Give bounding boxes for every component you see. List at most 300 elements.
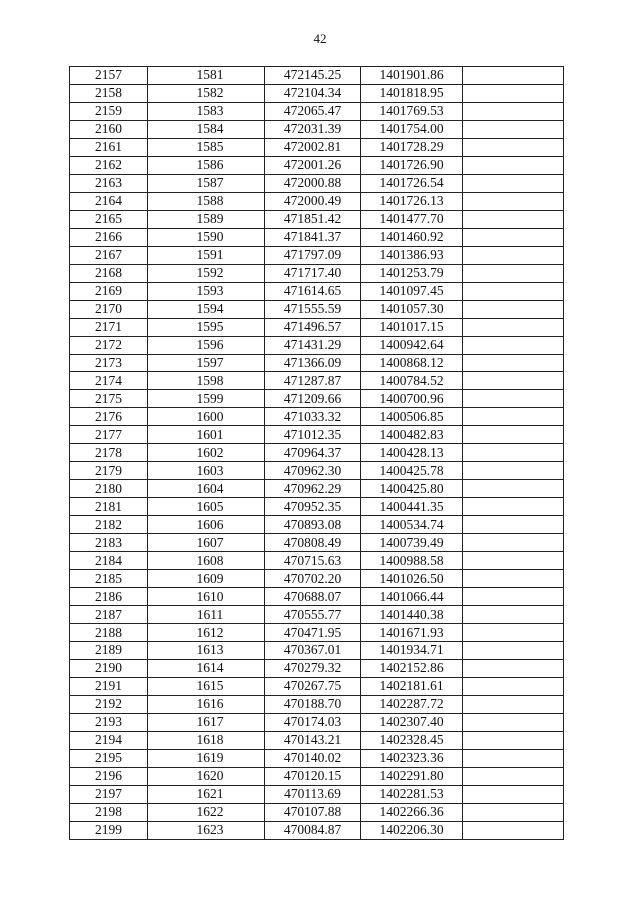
point-number-text: 1597 xyxy=(196,354,224,370)
row-index-cell: 2191 xyxy=(70,677,148,695)
table-row xyxy=(70,516,564,534)
note-cell xyxy=(463,462,564,480)
table-row xyxy=(70,552,564,570)
x-coordinate-cell: 470084.87 xyxy=(265,821,361,839)
note-cell xyxy=(463,606,564,624)
x-coordinate-cell: 471841.37 xyxy=(265,228,361,246)
y-coordinate-cell: 1401026.50 xyxy=(361,570,463,588)
row-index-cell: 2177 xyxy=(70,426,148,444)
x-coordinate-cell: 471496.57 xyxy=(265,318,361,336)
x-coordinate-cell: 471209.66 xyxy=(265,390,361,408)
row-index-cell: 2172 xyxy=(70,336,148,354)
point-number-cell xyxy=(148,642,265,660)
point-number-text: 1616 xyxy=(196,696,224,712)
table-row xyxy=(70,174,564,192)
x-coordinate-cell: 471851.42 xyxy=(265,210,361,228)
row-index-cell: 2161 xyxy=(70,138,148,156)
note-cell xyxy=(463,336,564,354)
x-coordinate-cell: 472031.39 xyxy=(265,120,361,138)
point-number-text: 1608 xyxy=(196,552,224,568)
table-row xyxy=(70,642,564,660)
y-coordinate-cell: 1400700.96 xyxy=(361,390,463,408)
point-number-text: 1614 xyxy=(196,660,224,676)
y-coordinate-cell: 1402291.80 xyxy=(361,767,463,785)
x-coordinate-cell: 470471.95 xyxy=(265,624,361,642)
table-row xyxy=(70,318,564,336)
x-coordinate-cell: 472104.34 xyxy=(265,84,361,102)
y-coordinate-cell: 1402206.30 xyxy=(361,821,463,839)
point-number-cell xyxy=(148,534,265,552)
note-cell xyxy=(463,749,564,767)
note-cell xyxy=(463,282,564,300)
row-index-cell: 2170 xyxy=(70,300,148,318)
x-coordinate-cell: 470893.08 xyxy=(265,516,361,534)
y-coordinate-cell: 1401253.79 xyxy=(361,264,463,282)
table-row xyxy=(70,498,564,516)
y-coordinate-cell: 1401017.15 xyxy=(361,318,463,336)
note-cell xyxy=(463,516,564,534)
x-coordinate-cell: 470688.07 xyxy=(265,588,361,606)
point-number-text: 1612 xyxy=(196,624,224,640)
table-row xyxy=(70,659,564,677)
y-coordinate-cell: 1401934.71 xyxy=(361,642,463,660)
table-row xyxy=(70,372,564,390)
point-number-text: 1600 xyxy=(196,408,224,424)
row-index-cell: 2160 xyxy=(70,120,148,138)
note-cell xyxy=(463,426,564,444)
point-number-text: 1623 xyxy=(196,822,224,838)
x-coordinate-cell: 472001.26 xyxy=(265,156,361,174)
point-number-text: 1620 xyxy=(196,768,224,784)
table-row xyxy=(70,102,564,120)
note-cell xyxy=(463,67,564,85)
x-coordinate-cell: 470113.69 xyxy=(265,785,361,803)
x-coordinate-cell: 472065.47 xyxy=(265,102,361,120)
table-row xyxy=(70,228,564,246)
point-number-cell xyxy=(148,588,265,606)
point-number-text: 1606 xyxy=(196,516,224,532)
x-coordinate-cell: 471033.32 xyxy=(265,408,361,426)
point-number-cell xyxy=(148,462,265,480)
row-index-cell: 2173 xyxy=(70,354,148,372)
point-number-cell xyxy=(148,426,265,444)
row-index-cell: 2183 xyxy=(70,534,148,552)
x-coordinate-cell: 470964.37 xyxy=(265,444,361,462)
point-number-text: 1587 xyxy=(196,175,224,191)
row-index-cell: 2171 xyxy=(70,318,148,336)
y-coordinate-cell: 1401386.93 xyxy=(361,246,463,264)
table-row xyxy=(70,606,564,624)
point-number-text: 1588 xyxy=(196,193,224,209)
note-cell xyxy=(463,713,564,731)
point-number-cell xyxy=(148,803,265,821)
x-coordinate-cell: 472002.81 xyxy=(265,138,361,156)
page-number: 42 xyxy=(313,31,327,46)
x-coordinate-cell: 470952.35 xyxy=(265,498,361,516)
point-number-cell xyxy=(148,282,265,300)
coordinates-table xyxy=(69,66,564,840)
row-index-cell: 2158 xyxy=(70,84,148,102)
row-index-cell: 2162 xyxy=(70,156,148,174)
y-coordinate-cell: 1401066.44 xyxy=(361,588,463,606)
table-row xyxy=(70,462,564,480)
row-index-cell: 2165 xyxy=(70,210,148,228)
note-cell xyxy=(463,803,564,821)
point-number-cell xyxy=(148,264,265,282)
row-index-cell: 2157 xyxy=(70,67,148,85)
point-number-text: 1617 xyxy=(196,714,224,730)
row-index-cell: 2167 xyxy=(70,246,148,264)
note-cell xyxy=(463,354,564,372)
point-number-text: 1603 xyxy=(196,462,224,478)
row-index-cell: 2163 xyxy=(70,174,148,192)
point-number-text: 1583 xyxy=(196,103,224,119)
y-coordinate-cell: 1402287.72 xyxy=(361,695,463,713)
note-cell xyxy=(463,156,564,174)
point-number-text: 1596 xyxy=(196,337,224,353)
coordinates-table-body xyxy=(70,67,564,840)
y-coordinate-cell: 1401057.30 xyxy=(361,300,463,318)
point-number-text: 1584 xyxy=(196,121,224,137)
row-index-cell: 2182 xyxy=(70,516,148,534)
row-index-cell: 2166 xyxy=(70,228,148,246)
y-coordinate-cell: 1401726.13 xyxy=(361,192,463,210)
point-number-cell xyxy=(148,228,265,246)
y-coordinate-cell: 1401726.90 xyxy=(361,156,463,174)
row-index-cell: 2196 xyxy=(70,767,148,785)
x-coordinate-cell: 470174.03 xyxy=(265,713,361,731)
table-row xyxy=(70,282,564,300)
table-row xyxy=(70,84,564,102)
note-cell xyxy=(463,300,564,318)
point-number-text: 1619 xyxy=(196,750,224,766)
y-coordinate-cell: 1400868.12 xyxy=(361,354,463,372)
x-coordinate-cell: 470715.63 xyxy=(265,552,361,570)
y-coordinate-cell: 1402152.86 xyxy=(361,659,463,677)
note-cell xyxy=(463,246,564,264)
note-cell xyxy=(463,174,564,192)
note-cell xyxy=(463,372,564,390)
table-row xyxy=(70,426,564,444)
note-cell xyxy=(463,785,564,803)
y-coordinate-cell: 1400441.35 xyxy=(361,498,463,516)
row-index-cell: 2164 xyxy=(70,192,148,210)
table-row xyxy=(70,570,564,588)
x-coordinate-cell: 472000.88 xyxy=(265,174,361,192)
note-cell xyxy=(463,408,564,426)
x-coordinate-cell: 471012.35 xyxy=(265,426,361,444)
row-index-cell: 2195 xyxy=(70,749,148,767)
point-number-cell xyxy=(148,354,265,372)
y-coordinate-cell: 1401097.45 xyxy=(361,282,463,300)
row-index-cell: 2193 xyxy=(70,713,148,731)
y-coordinate-cell: 1400425.78 xyxy=(361,462,463,480)
table-row xyxy=(70,713,564,731)
point-number-text: 1604 xyxy=(196,480,224,496)
point-number-cell xyxy=(148,480,265,498)
note-cell xyxy=(463,767,564,785)
y-coordinate-cell: 1400506.85 xyxy=(361,408,463,426)
table-row xyxy=(70,354,564,372)
y-coordinate-cell: 1400534.74 xyxy=(361,516,463,534)
x-coordinate-cell: 471717.40 xyxy=(265,264,361,282)
table-row xyxy=(70,264,564,282)
point-number-text: 1609 xyxy=(196,570,224,586)
point-number-text: 1582 xyxy=(196,85,224,101)
table-row xyxy=(70,785,564,803)
x-coordinate-cell: 470279.32 xyxy=(265,659,361,677)
point-number-text: 1592 xyxy=(196,265,224,281)
table-row xyxy=(70,695,564,713)
y-coordinate-cell: 1400784.52 xyxy=(361,372,463,390)
point-number-cell xyxy=(148,498,265,516)
point-number-cell xyxy=(148,174,265,192)
point-number-cell xyxy=(148,67,265,85)
row-index-cell: 2197 xyxy=(70,785,148,803)
y-coordinate-cell: 1400942.64 xyxy=(361,336,463,354)
row-index-cell: 2159 xyxy=(70,102,148,120)
y-coordinate-cell: 1401477.70 xyxy=(361,210,463,228)
y-coordinate-cell: 1402181.61 xyxy=(361,677,463,695)
row-index-cell: 2180 xyxy=(70,480,148,498)
point-number-cell xyxy=(148,713,265,731)
y-coordinate-cell: 1400482.83 xyxy=(361,426,463,444)
point-number-text: 1605 xyxy=(196,498,224,514)
note-cell xyxy=(463,731,564,749)
point-number-text: 1618 xyxy=(196,732,224,748)
note-cell xyxy=(463,588,564,606)
point-number-text: 1610 xyxy=(196,588,224,604)
y-coordinate-cell: 1400425.80 xyxy=(361,480,463,498)
table-row xyxy=(70,138,564,156)
point-number-cell xyxy=(148,318,265,336)
point-number-cell xyxy=(148,659,265,677)
x-coordinate-cell: 470555.77 xyxy=(265,606,361,624)
point-number-cell xyxy=(148,821,265,839)
point-number-cell xyxy=(148,84,265,102)
row-index-cell: 2168 xyxy=(70,264,148,282)
note-cell xyxy=(463,138,564,156)
table-row xyxy=(70,624,564,642)
table-row xyxy=(70,120,564,138)
row-index-cell: 2181 xyxy=(70,498,148,516)
y-coordinate-cell: 1401460.92 xyxy=(361,228,463,246)
x-coordinate-cell: 471366.09 xyxy=(265,354,361,372)
point-number-cell xyxy=(148,300,265,318)
point-number-text: 1581 xyxy=(196,67,224,83)
point-number-cell xyxy=(148,210,265,228)
row-index-cell: 2194 xyxy=(70,731,148,749)
point-number-text: 1591 xyxy=(196,247,224,263)
row-index-cell: 2190 xyxy=(70,659,148,677)
point-number-cell xyxy=(148,138,265,156)
row-index-cell: 2169 xyxy=(70,282,148,300)
x-coordinate-cell: 470140.02 xyxy=(265,749,361,767)
point-number-text: 1598 xyxy=(196,372,224,388)
table-row xyxy=(70,767,564,785)
point-number-text: 1586 xyxy=(196,157,224,173)
y-coordinate-cell: 1401671.93 xyxy=(361,624,463,642)
point-number-text: 1595 xyxy=(196,319,224,335)
row-index-cell: 2185 xyxy=(70,570,148,588)
x-coordinate-cell: 470962.29 xyxy=(265,480,361,498)
x-coordinate-cell: 471614.65 xyxy=(265,282,361,300)
y-coordinate-cell: 1401901.86 xyxy=(361,67,463,85)
table-row xyxy=(70,390,564,408)
point-number-cell xyxy=(148,246,265,264)
note-cell xyxy=(463,228,564,246)
table-row xyxy=(70,749,564,767)
note-cell xyxy=(463,390,564,408)
x-coordinate-cell: 470143.21 xyxy=(265,731,361,749)
note-cell xyxy=(463,210,564,228)
row-index-cell: 2184 xyxy=(70,552,148,570)
table-row xyxy=(70,246,564,264)
point-number-text: 1589 xyxy=(196,211,224,227)
x-coordinate-cell: 471797.09 xyxy=(265,246,361,264)
x-coordinate-cell: 470107.88 xyxy=(265,803,361,821)
row-index-cell: 2174 xyxy=(70,372,148,390)
table-row xyxy=(70,480,564,498)
x-coordinate-cell: 472000.49 xyxy=(265,192,361,210)
table-row xyxy=(70,731,564,749)
point-number-text: 1613 xyxy=(196,642,224,658)
note-cell xyxy=(463,264,564,282)
table-row xyxy=(70,444,564,462)
x-coordinate-cell: 471287.87 xyxy=(265,372,361,390)
y-coordinate-cell: 1402281.53 xyxy=(361,785,463,803)
x-coordinate-cell: 470367.01 xyxy=(265,642,361,660)
y-coordinate-cell: 1400739.49 xyxy=(361,534,463,552)
note-cell xyxy=(463,318,564,336)
x-coordinate-cell: 470267.75 xyxy=(265,677,361,695)
y-coordinate-cell: 1401818.95 xyxy=(361,84,463,102)
note-cell xyxy=(463,552,564,570)
point-number-cell xyxy=(148,516,265,534)
note-cell xyxy=(463,642,564,660)
point-number-cell xyxy=(148,408,265,426)
table-row xyxy=(70,534,564,552)
table-row xyxy=(70,677,564,695)
note-cell xyxy=(463,102,564,120)
y-coordinate-cell: 1401440.38 xyxy=(361,606,463,624)
note-cell xyxy=(463,444,564,462)
point-number-cell xyxy=(148,336,265,354)
point-number-text: 1621 xyxy=(196,786,224,802)
y-coordinate-cell: 1402266.36 xyxy=(361,803,463,821)
table-row xyxy=(70,192,564,210)
point-number-text: 1622 xyxy=(196,804,224,820)
y-coordinate-cell: 1401726.54 xyxy=(361,174,463,192)
note-cell xyxy=(463,84,564,102)
row-index-cell: 2192 xyxy=(70,695,148,713)
table-row xyxy=(70,300,564,318)
point-number-text: 1607 xyxy=(196,534,224,550)
point-number-cell xyxy=(148,785,265,803)
table-row xyxy=(70,408,564,426)
point-number-cell xyxy=(148,624,265,642)
row-index-cell: 2178 xyxy=(70,444,148,462)
y-coordinate-cell: 1401769.53 xyxy=(361,102,463,120)
point-number-text: 1599 xyxy=(196,390,224,406)
y-coordinate-cell: 1401754.00 xyxy=(361,120,463,138)
y-coordinate-cell: 1400988.58 xyxy=(361,552,463,570)
note-cell xyxy=(463,821,564,839)
point-number-text: 1585 xyxy=(196,139,224,155)
table-row xyxy=(70,210,564,228)
note-cell xyxy=(463,659,564,677)
x-coordinate-cell: 470120.15 xyxy=(265,767,361,785)
x-coordinate-cell: 470808.49 xyxy=(265,534,361,552)
x-coordinate-cell: 470962.30 xyxy=(265,462,361,480)
note-cell xyxy=(463,192,564,210)
point-number-cell xyxy=(148,606,265,624)
table-row xyxy=(70,821,564,839)
row-index-cell: 2179 xyxy=(70,462,148,480)
row-index-cell: 2199 xyxy=(70,821,148,839)
row-index-cell: 2186 xyxy=(70,588,148,606)
table-row xyxy=(70,588,564,606)
point-number-cell xyxy=(148,390,265,408)
row-index-cell: 2198 xyxy=(70,803,148,821)
note-cell xyxy=(463,624,564,642)
point-number-text: 1615 xyxy=(196,678,224,694)
x-coordinate-cell: 471431.29 xyxy=(265,336,361,354)
coordinates-table-container xyxy=(69,66,564,840)
x-coordinate-cell: 470702.20 xyxy=(265,570,361,588)
note-cell xyxy=(463,498,564,516)
point-number-cell xyxy=(148,156,265,174)
y-coordinate-cell: 1402307.40 xyxy=(361,713,463,731)
table-row xyxy=(70,803,564,821)
point-number-cell xyxy=(148,444,265,462)
note-cell xyxy=(463,677,564,695)
point-number-cell xyxy=(148,372,265,390)
point-number-cell xyxy=(148,552,265,570)
table-row xyxy=(70,156,564,174)
point-number-cell xyxy=(148,102,265,120)
point-number-text: 1594 xyxy=(196,301,224,317)
point-number-cell xyxy=(148,695,265,713)
row-index-cell: 2176 xyxy=(70,408,148,426)
row-index-cell: 2187 xyxy=(70,606,148,624)
point-number-cell xyxy=(148,767,265,785)
note-cell xyxy=(463,570,564,588)
row-index-cell: 2189 xyxy=(70,642,148,660)
point-number-cell xyxy=(148,677,265,695)
note-cell xyxy=(463,534,564,552)
point-number-text: 1602 xyxy=(196,444,224,460)
note-cell xyxy=(463,120,564,138)
x-coordinate-cell: 472145.25 xyxy=(265,67,361,85)
point-number-text: 1590 xyxy=(196,229,224,245)
point-number-cell xyxy=(148,731,265,749)
y-coordinate-cell: 1401728.29 xyxy=(361,138,463,156)
point-number-cell xyxy=(148,120,265,138)
note-cell xyxy=(463,695,564,713)
y-coordinate-cell: 1400428.13 xyxy=(361,444,463,462)
point-number-cell xyxy=(148,749,265,767)
x-coordinate-cell: 470188.70 xyxy=(265,695,361,713)
table-row xyxy=(70,67,564,85)
point-number-text: 1601 xyxy=(196,426,224,442)
point-number-cell xyxy=(148,192,265,210)
y-coordinate-cell: 1402323.36 xyxy=(361,749,463,767)
row-index-cell: 2188 xyxy=(70,624,148,642)
y-coordinate-cell: 1402328.45 xyxy=(361,731,463,749)
point-number-cell xyxy=(148,570,265,588)
x-coordinate-cell: 471555.59 xyxy=(265,300,361,318)
